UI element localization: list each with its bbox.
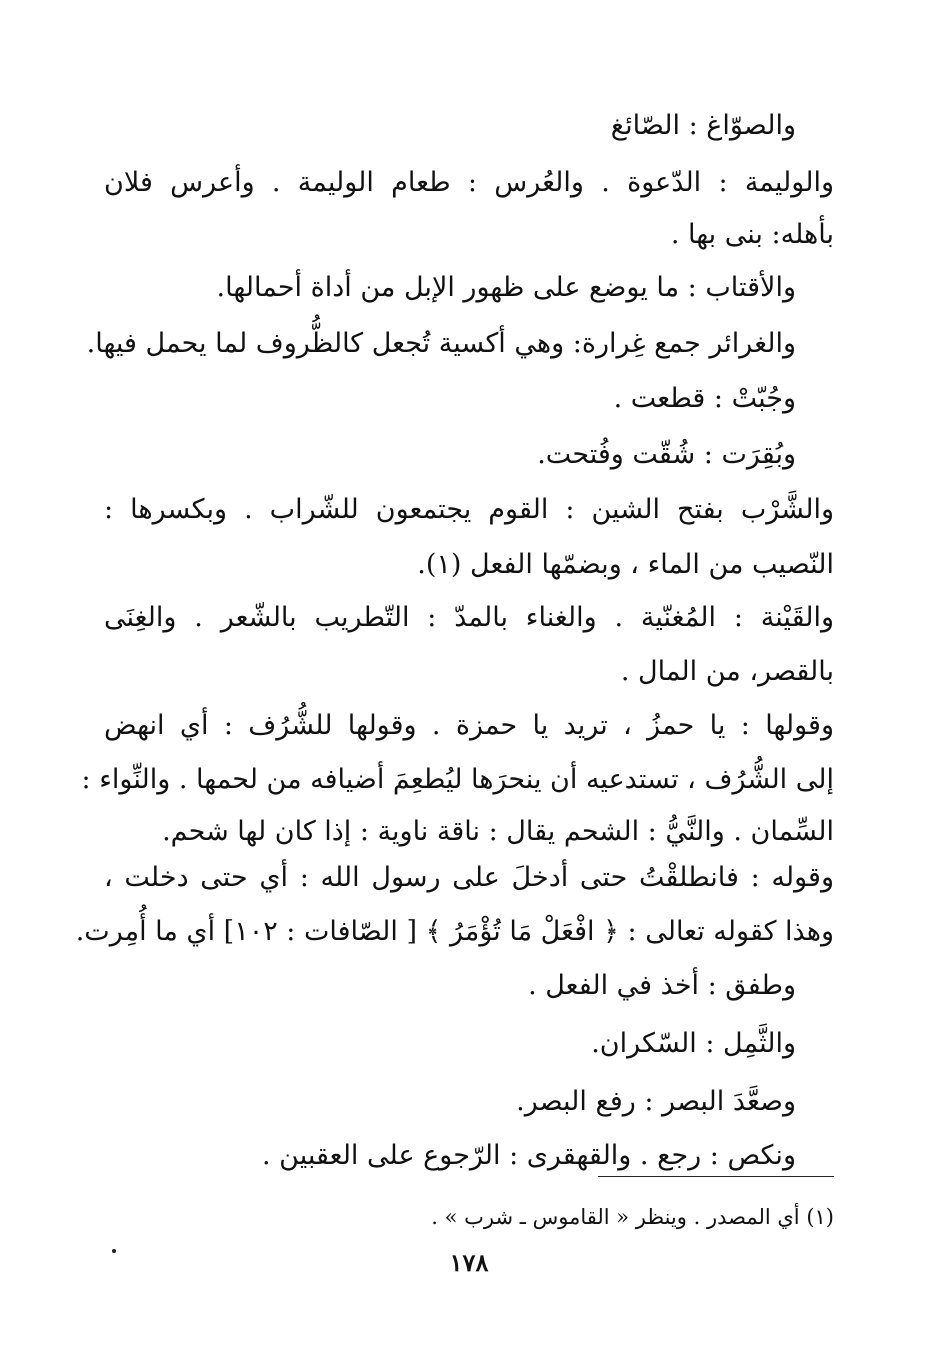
footnote-divider xyxy=(598,1176,834,1177)
text-line: والغرائر جمع غِرارة: وهي أكسية تُجعل كالظُّروف لما يحمل فيها. xyxy=(86,328,796,359)
text-line: بأهله: بنى بها . xyxy=(670,219,834,250)
page-number: ١٧٨ xyxy=(449,1248,489,1277)
text-line: وصعَّدَ البصر : رفع البصر. xyxy=(516,1086,796,1117)
text-line: إلى الشُّرُف ، تستدعيه أن ينحرَها ليُطعِمَ أضيافه من لحمها . والنِّواء : xyxy=(81,764,834,795)
text-line: وقوله : فانطلقْتُ حتى أدخلَ على رسول الله : أي حتى دخلت ، xyxy=(104,862,834,893)
text-line: والصوّاغ : الصّائغ xyxy=(610,110,796,141)
text-line: والأقتاب : ما يوضع على ظهور الإبل من أداة أحمالها. xyxy=(216,272,796,303)
text-line: وبُقِرَت : شُقّت وفُتحت. xyxy=(537,439,796,470)
text-line: والوليمة : الدّعوة . والعُرس : طعام الوليمة . وأعرس فلان xyxy=(104,167,834,198)
text-line: وقولها : يا حمزُ ، تريد يا حمزة . وقولها للشُّرُف : أي انهض xyxy=(104,710,834,741)
text-line: وطفق : أخذ في الفعل . xyxy=(528,970,796,1001)
text-line: والثَّمِل : السّكران. xyxy=(591,1028,796,1059)
text-line: ونكص : رجع . والقهقرى : الرّجوع على العقبين . xyxy=(262,1140,796,1171)
text-line: وهذا كقوله تعالى : ﴿ افْعَلْ مَا تُؤْمَرُ ﴾ [ الصّافات : ١٠٢] أي ما أُمِرت. xyxy=(75,916,834,947)
text-line: السِّمان . والنَّيُّ : الشحم يقال : ناقة ناوية : إذا كان لها شحم. xyxy=(162,816,834,847)
footnote: (١) أي المصدر . وينظر « القاموس ـ شرب » . xyxy=(431,1205,834,1229)
text-line: والقَيْنة : المُغنّية . والغناء بالمدّ : التّطريب بالشّعر . والغِنَى xyxy=(104,602,834,633)
text-line: والشَّرْب بفتح الشين : القوم يجتمعون للشّراب . وبكسرها : xyxy=(104,494,834,525)
text-line: بالقصر، من المال . xyxy=(620,656,834,687)
text-line: النّصيب من الماء ، وبضمّها الفعل (١). xyxy=(417,549,834,580)
text-line: وجُبّتْ : قطعت . xyxy=(613,383,796,414)
